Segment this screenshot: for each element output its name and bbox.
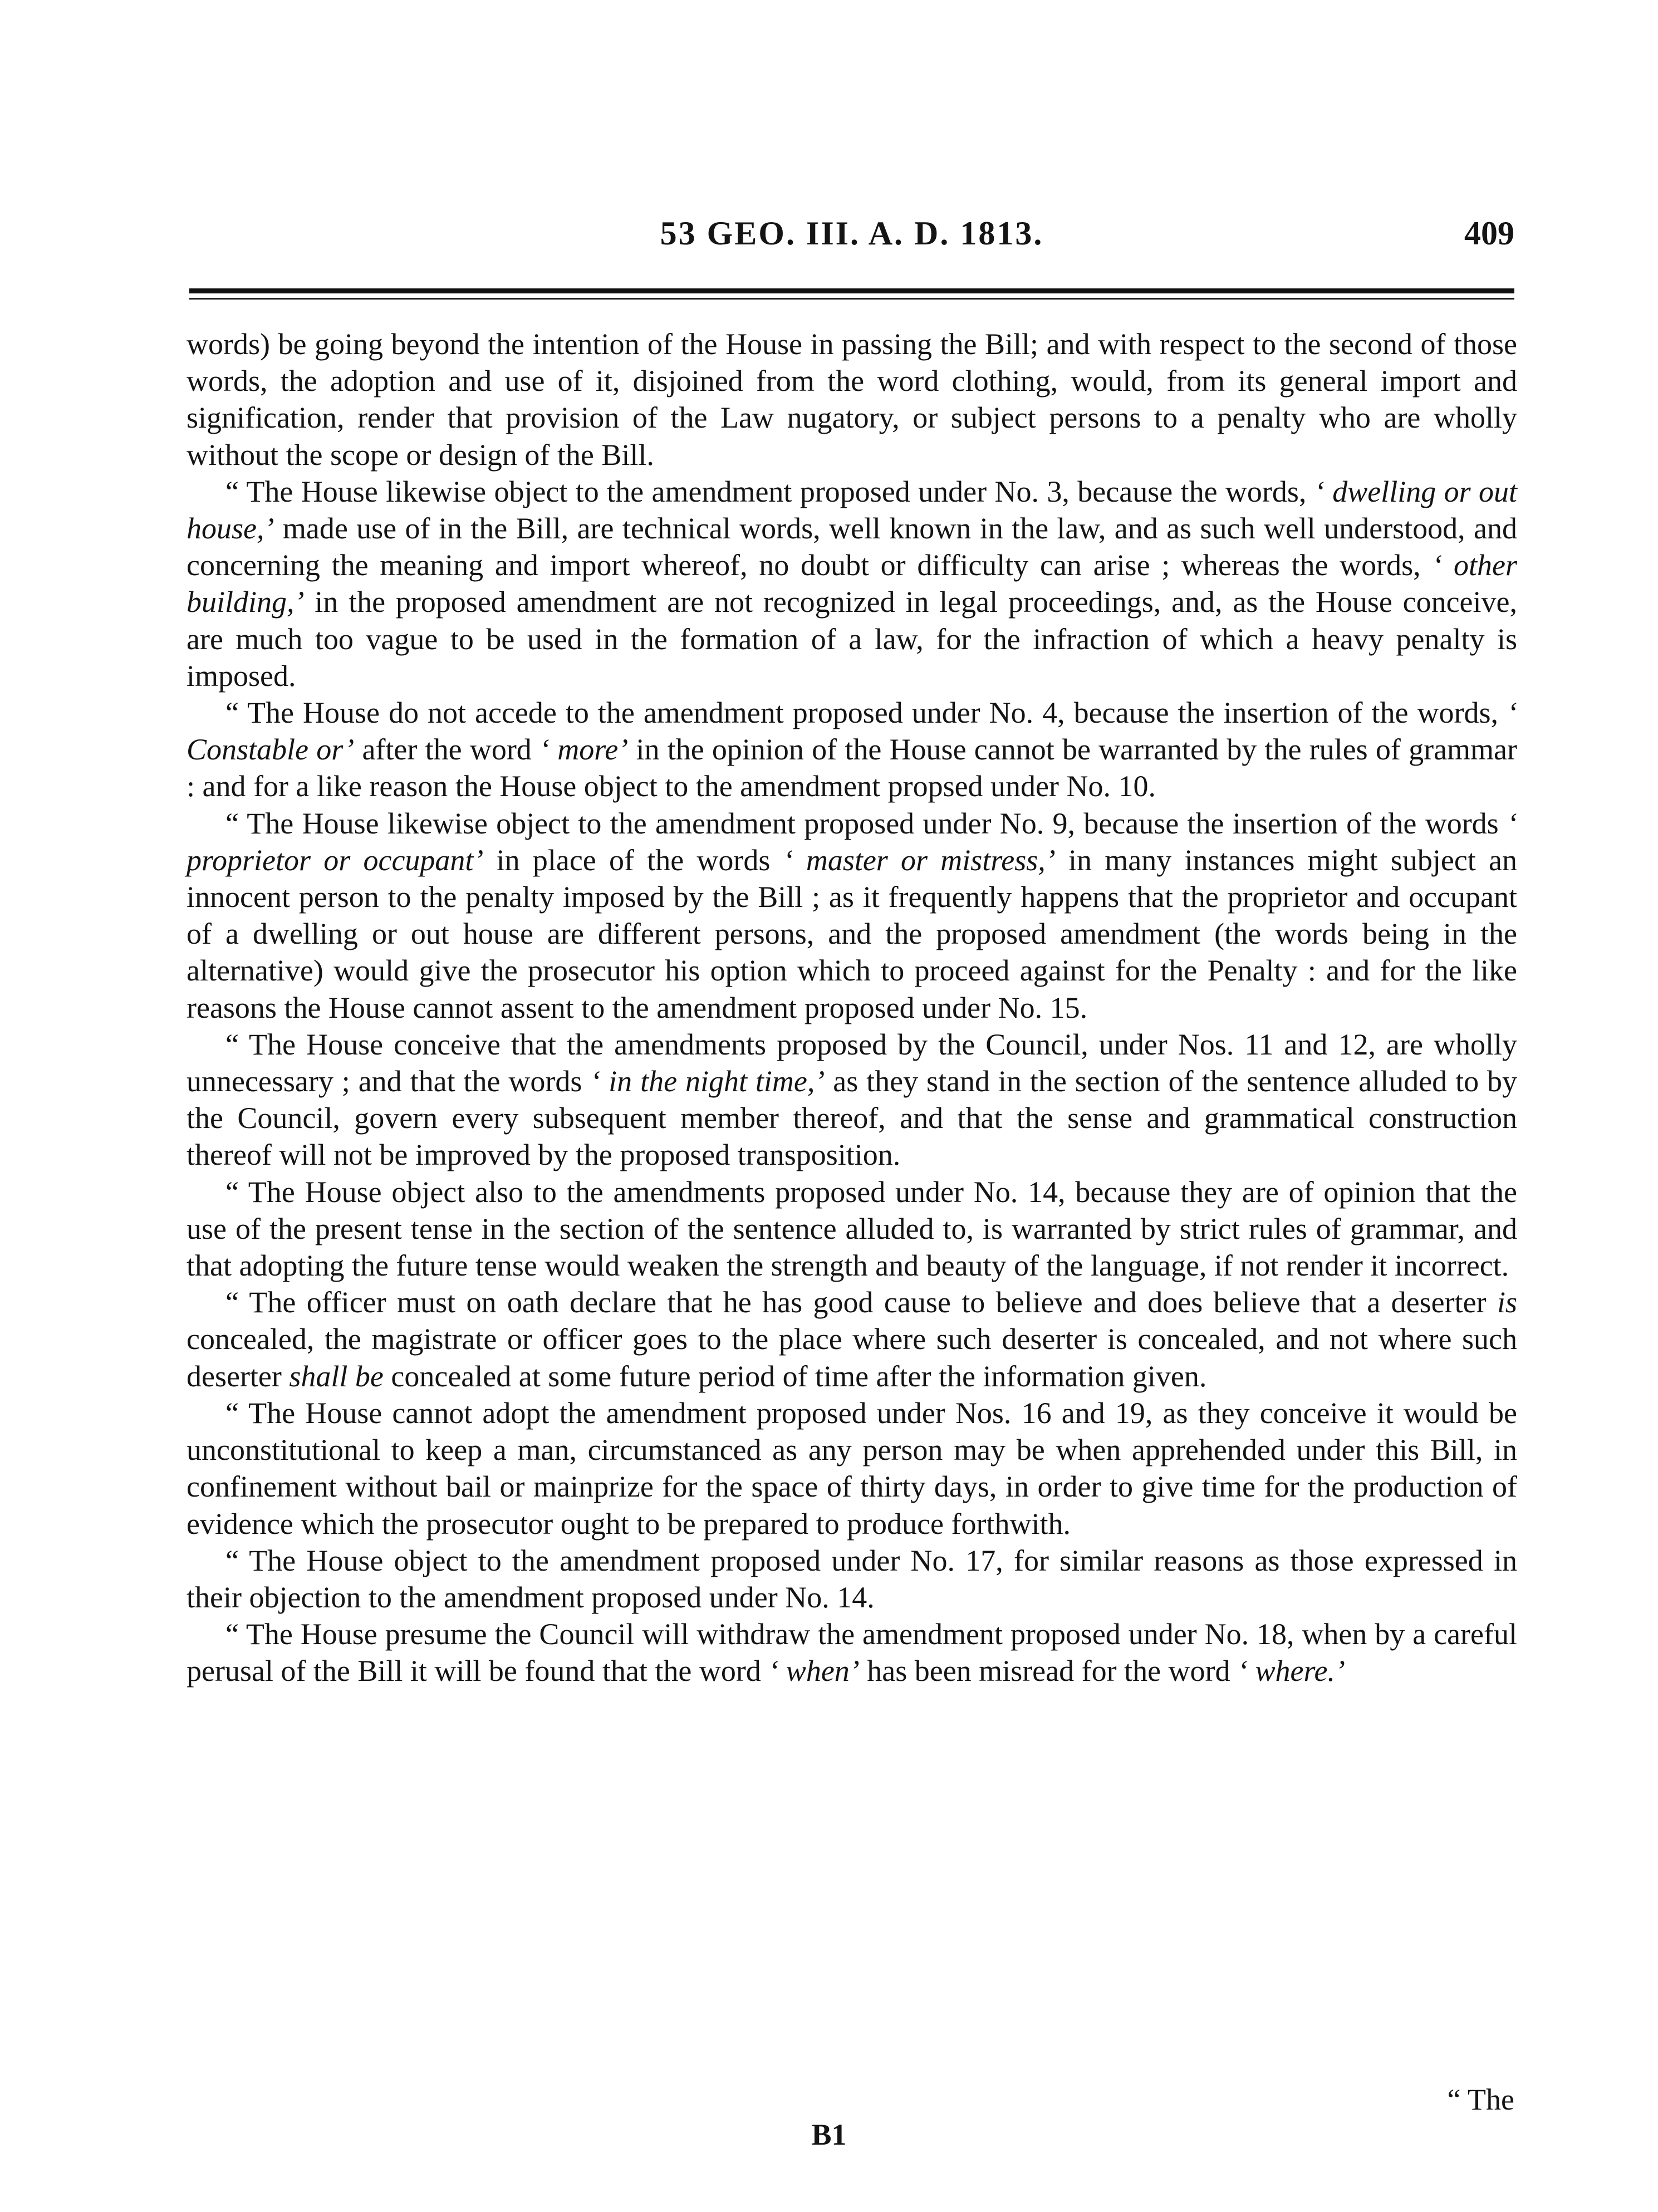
page-number: 409 <box>1464 215 1514 252</box>
text-run: “ The House presume the Council will withdraw the amendment proposed under No. 18, when by a careful perusal of the Bill it will be found that the word <box>187 1617 1517 1688</box>
italic-phrase: ‘ other building,’ <box>187 548 1517 619</box>
paragraph-4 <box>187 805 1517 1026</box>
italic-phrase: ‘ proprietor or occupant’ <box>187 806 1517 877</box>
text-run: concealed at some future period of time after the information given. <box>383 1359 1207 1393</box>
page-header <box>189 214 1514 253</box>
text-run: has been misread for the word <box>859 1654 1238 1688</box>
paragraph-7 <box>187 1284 1517 1395</box>
text-run: in place of the words <box>483 843 783 877</box>
paragraph-9: “ The House object to the amendment proposed under No. 17, for similar reasons as those expressed in their objection to the amendment proposed under No. 14. <box>187 1543 1517 1614</box>
signature-mark: B1 <box>811 2118 847 2151</box>
italic-phrase: ‘ dwelling or out house,’ <box>187 474 1517 546</box>
text-run: in many instances might subject an innocent person to the penalty imposed by the Bill ; as it frequently happens that the proprietor and occupant of a dwelling or out house are different persons, and the proposed amendment (the words being in the alternative) would give the prosecutor his option which to proceed against for the Penalty : and for the like reasons the House cannot assent to the amendment proposed under No. 15. <box>187 843 1517 1024</box>
paragraph-5 <box>187 1026 1517 1174</box>
italic-phrase: ‘ when’ <box>768 1654 860 1688</box>
paragraph-3 <box>187 694 1517 805</box>
header-rule-thin <box>189 298 1514 300</box>
paragraph-8: “ The House cannot adopt the amendment proposed under Nos. 16 and 19, as they conceive it would be unconstitutional to keep a man, circumstanced as any person may be when apprehended under this Bill, in confinement without bail or mainprize for the space of thirty days, in order to give time for the production of evidence which the prosecutor ought to be prepared to produce forthwith. <box>187 1396 1517 1541</box>
text-run: “ The House do not accede to the amendment proposed under No. 4, because the insertion of the words, <box>225 696 1508 730</box>
italic-phrase: shall be <box>289 1359 384 1393</box>
running-title: 53 GEO. III. A. D. 1813. <box>660 215 1044 252</box>
text-run: “ The officer must on oath declare that he has good cause to believe and does believe that a deserter <box>225 1286 1497 1320</box>
text-run: “ The House likewise object to the amendment proposed under No. 3, because the words, <box>225 474 1314 508</box>
text-run: after the word <box>354 733 540 767</box>
text-run: “ The House conceive that the amendments proposed by the Council, under Nos. 11 and 12, are wholly unnecessary ; and that the words <box>187 1027 1517 1098</box>
italic-phrase: ‘ Constable or’ <box>187 696 1517 767</box>
italic-phrase: ‘ where.’ <box>1238 1654 1345 1688</box>
paragraph-1: words) be going beyond the intention of the House in passing the Bill; and with respect to the second of those words, the adoption and use of it, disjoined from the word clothing, would, from its general import and signification, render that provision of the Law nugatory, or subject persons to a penalty who are wholly without the scope or design of the Bill. <box>187 327 1517 472</box>
text-run: “ The House likewise object to the amendment proposed under No. 9, because the insertion of the words <box>225 806 1508 840</box>
text-run: made use of in the Bill, are technical words, well known in the law, and as such well understood, and concerning the meaning and import whereof, no doubt or difficulty can arise ; whereas the words, <box>187 512 1517 582</box>
text-run: in the proposed amendment are not recognized in legal proceedings, and, as the House conceive, are much too vague to be used in the formation of a law, for the infraction of which a heavy penalty is imposed. <box>187 585 1517 693</box>
italic-phrase: is <box>1497 1286 1517 1320</box>
paragraph-10 <box>187 1616 1517 1689</box>
catchword: “ The <box>1447 2083 1514 2116</box>
text-run: as they stand in the section of the sentence alluded to by the Council, govern every subsequent member thereof, and that the sense and grammatical construction thereof will not be improved by the proposed transposition. <box>187 1065 1517 1172</box>
text-run: concealed, the magistrate or officer goes to the place where such deserter is concealed, and not where such deserter <box>187 1322 1517 1393</box>
italic-phrase: ‘ master or mistress,’ <box>783 843 1056 877</box>
text-run: in the opinion of the House cannot be warranted by the rules of grammar : and for a like reason the House object to the amendment propsed under No. 10. <box>187 733 1518 803</box>
italic-phrase: ‘ in the night time,’ <box>590 1065 825 1098</box>
body-text <box>187 326 1517 1690</box>
paragraph-6: “ The House object also to the amendments proposed under No. 14, because they are of opinion that the use of the present tense in the section of the sentence alluded to, is warranted by strict rules of grammar, and that adopting the future tense would weaken the strength and beauty of the language, if not render it incorrect. <box>187 1175 1517 1283</box>
header-rule-thick <box>189 288 1514 293</box>
paragraph-2 <box>187 473 1517 694</box>
italic-phrase: ‘ more’ <box>539 733 629 767</box>
